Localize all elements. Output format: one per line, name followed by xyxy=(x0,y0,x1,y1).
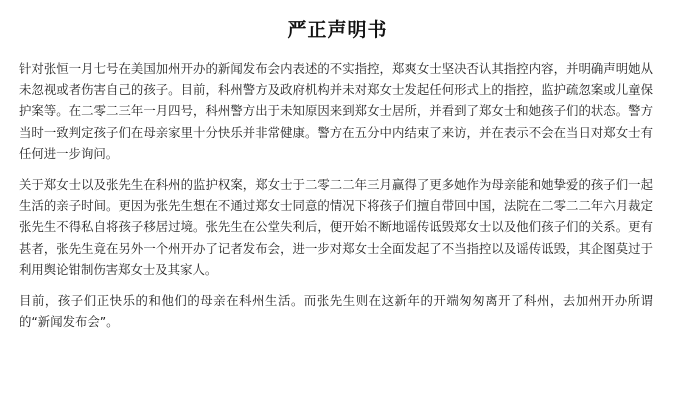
paragraph-current-status: 目前，孩子们正快乐的和他们的母亲在科州生活。而张先生则在这新年的开端匆匆离开了科州，去加州开办所谓的“新闻发布会”。 xyxy=(19,293,653,330)
paragraph-custody-case: 关于郑女士以及张先生在科州的监护权案，郑女士于二零二二年三月赢得了更多她作为母亲能和她挚爱的孩子们一起生活的亲子时间。更因为张先生想在不通过郑女士同意的情况下将孩子们擅自带回中国，法院在二零二二年六月裁定张先生不得私自将孩子移居过境。张先生在公堂失利后，便开始不断地谣传诋毁郑女士以及他们孩子们的关系。更有甚者，张先生竟在另外一个州开办了记者发布会，进一步对郑女士全面发起了不当指控以及谣传诋毁，其企图莫过于利用舆论钳制伤害郑女士及其家人。 xyxy=(19,177,653,277)
document-title: 严正声明书 xyxy=(287,19,388,41)
paragraph-denial: 针对张恒一月七号在美国加州开办的新闻发布会内表述的不实指控，郑爽女士坚决否认其指控内容，并明确声明她从未忽视或者伤害自己的孩子。目前，科州警方及政府机构并未对郑女士发起任何形式上的指控，监护疏忽案或儿童保护案等。在二零二三年一月四号，科州警方出于未知原因来到郑女士居所，并看到了郑女士和她孩子们的状态。警方当时一致判定孩子们在母亲家里十分快乐并非常健康。警方在五分中内结束了来访，并在表示不会在当日对郑女士有任何进一步询问。 xyxy=(19,61,653,161)
document-body xyxy=(19,58,653,332)
